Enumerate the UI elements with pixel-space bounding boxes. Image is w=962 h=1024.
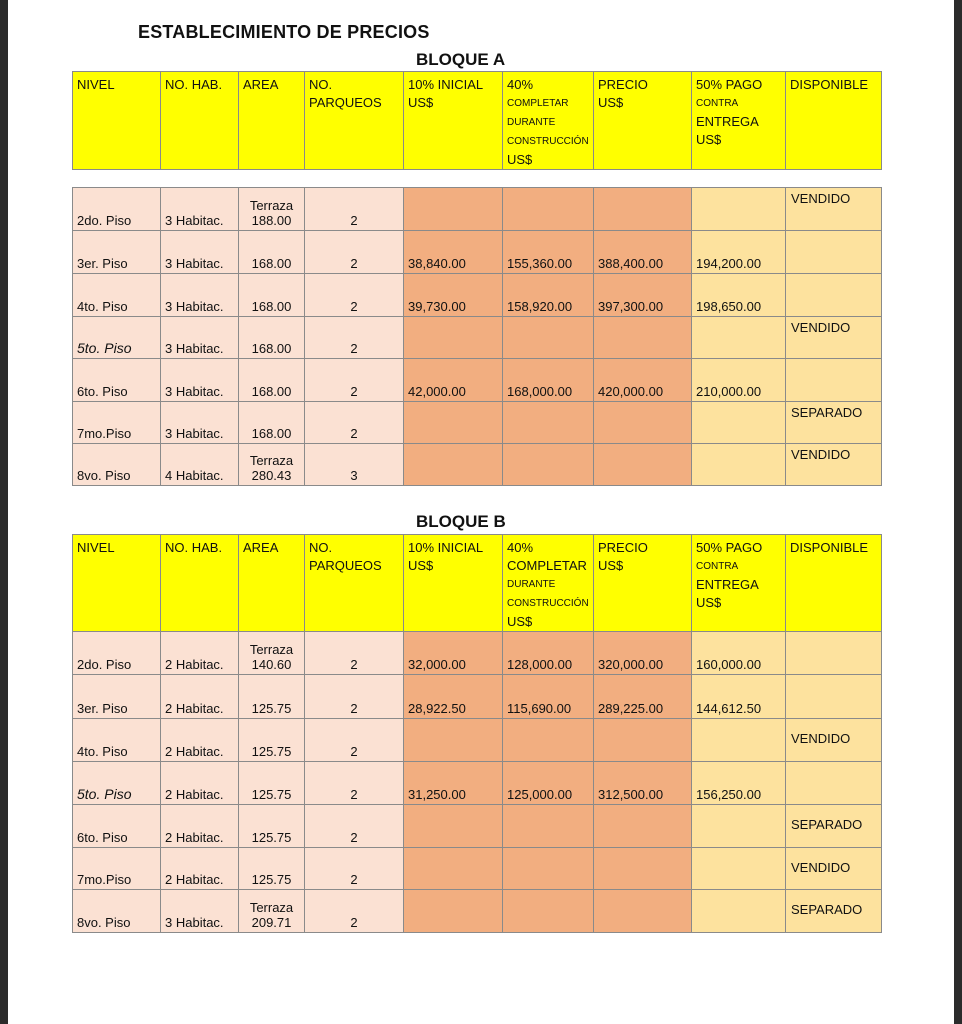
parq-value: 2 bbox=[350, 787, 358, 802]
nivel-cell bbox=[73, 188, 161, 231]
disponible-cell bbox=[786, 805, 882, 848]
nivel-value: 8vo. Piso bbox=[77, 915, 131, 930]
header-disponible: DISPONIBLE bbox=[786, 535, 882, 632]
habitaciones-cell bbox=[161, 632, 239, 675]
disponible-cell bbox=[786, 274, 882, 317]
area-value: 140.60 bbox=[251, 657, 292, 672]
precio-value: 289,225.00 bbox=[598, 701, 664, 716]
inicial-cell bbox=[404, 675, 503, 719]
table-row bbox=[73, 719, 882, 762]
inicial-cell bbox=[404, 317, 503, 359]
header-inicial: 10% INICIAL US$ bbox=[404, 535, 503, 632]
pago-cell bbox=[692, 719, 786, 762]
pago-cell bbox=[692, 188, 786, 231]
nivel-value: 8vo. Piso bbox=[77, 468, 131, 483]
habitaciones-cell bbox=[161, 444, 239, 486]
block-a-table bbox=[72, 187, 882, 486]
hab-value: 2 Habitac. bbox=[165, 787, 224, 802]
parqueos-cell bbox=[305, 632, 404, 675]
parq-value: 2 bbox=[350, 744, 358, 759]
precio-cell bbox=[594, 188, 692, 231]
completar-cell bbox=[503, 762, 594, 805]
area-value: 125.75 bbox=[251, 744, 292, 759]
precio-cell bbox=[594, 675, 692, 719]
area-label bbox=[243, 729, 300, 744]
disponible-cell bbox=[786, 890, 882, 933]
inicial-cell bbox=[404, 402, 503, 444]
inicial-value: 32,000.00 bbox=[408, 657, 466, 672]
inicial-cell bbox=[404, 890, 503, 933]
precio-cell bbox=[594, 890, 692, 933]
area-label: Terraza bbox=[249, 453, 294, 468]
disponible-cell bbox=[786, 231, 882, 274]
table-row bbox=[73, 848, 882, 890]
parqueos-cell bbox=[305, 317, 404, 359]
nivel-cell bbox=[73, 444, 161, 486]
nivel-value: 3er. Piso bbox=[77, 701, 128, 716]
inicial-cell bbox=[404, 805, 503, 848]
inicial-value: 39,730.00 bbox=[408, 299, 466, 314]
completar-cell bbox=[503, 719, 594, 762]
inicial-cell bbox=[404, 231, 503, 274]
disp-value: SEPARADO bbox=[791, 902, 863, 917]
pago-cell bbox=[692, 890, 786, 933]
precio-cell bbox=[594, 444, 692, 486]
nivel-value: 3er. Piso bbox=[77, 256, 128, 271]
area-value: 168.00 bbox=[251, 426, 292, 441]
table-row bbox=[73, 188, 882, 231]
precio-value: 397,300.00 bbox=[598, 299, 664, 314]
block-b-table bbox=[72, 631, 882, 933]
block-a-title: BLOQUE A bbox=[416, 50, 506, 69]
block-b-header-table bbox=[72, 534, 882, 632]
header-disponible: DISPONIBLE bbox=[786, 72, 882, 170]
pago-cell bbox=[692, 675, 786, 719]
parqueos-cell bbox=[305, 274, 404, 317]
block-a-header-row bbox=[73, 72, 882, 170]
precio-value: 420,000.00 bbox=[598, 384, 664, 399]
table-row bbox=[73, 359, 882, 402]
parq-value: 2 bbox=[350, 341, 358, 356]
nivel-cell bbox=[73, 848, 161, 890]
inicial-cell bbox=[404, 848, 503, 890]
disp-value: VENDIDO bbox=[791, 860, 851, 875]
nivel-value: 7mo.Piso bbox=[77, 872, 132, 887]
header-precio: PRECIO US$ bbox=[594, 535, 692, 632]
inicial-value: 31,250.00 bbox=[408, 787, 466, 802]
area-cell bbox=[239, 675, 305, 719]
pago-cell bbox=[692, 632, 786, 675]
table-row bbox=[73, 231, 882, 274]
disp-value: VENDIDO bbox=[791, 191, 851, 206]
area-label: Terraza bbox=[249, 198, 294, 213]
area-label bbox=[243, 772, 300, 787]
nivel-value: 4to. Piso bbox=[77, 299, 128, 314]
header-hab: NO. HAB. bbox=[161, 72, 239, 170]
completar-cell bbox=[503, 805, 594, 848]
area-cell bbox=[239, 188, 305, 231]
area-label bbox=[243, 326, 300, 341]
completar-cell bbox=[503, 317, 594, 359]
completar-value: 155,360.00 bbox=[507, 256, 573, 271]
parqueos-cell bbox=[305, 890, 404, 933]
pago-cell bbox=[692, 359, 786, 402]
inicial-cell bbox=[404, 359, 503, 402]
nivel-value: 2do. Piso bbox=[77, 213, 132, 228]
disponible-cell bbox=[786, 762, 882, 805]
pago-cell bbox=[692, 402, 786, 444]
parq-value: 2 bbox=[350, 657, 358, 672]
nivel-value: 2do. Piso bbox=[77, 657, 132, 672]
precio-value: 320,000.00 bbox=[598, 657, 664, 672]
disponible-cell bbox=[786, 719, 882, 762]
hab-value: 3 Habitac. bbox=[165, 213, 224, 228]
nivel-cell bbox=[73, 402, 161, 444]
completar-cell bbox=[503, 444, 594, 486]
disp-value: SEPARADO bbox=[791, 817, 863, 832]
nivel-cell bbox=[73, 632, 161, 675]
nivel-value: 5to. Piso bbox=[77, 786, 132, 802]
precio-cell bbox=[594, 762, 692, 805]
header-pago: 50% PAGO CONTRA ENTREGA US$ bbox=[692, 535, 786, 632]
habitaciones-cell bbox=[161, 188, 239, 231]
precio-cell bbox=[594, 805, 692, 848]
inicial-cell bbox=[404, 444, 503, 486]
completar-cell bbox=[503, 890, 594, 933]
parqueos-cell bbox=[305, 805, 404, 848]
habitaciones-cell bbox=[161, 317, 239, 359]
document-page bbox=[8, 0, 954, 1024]
completar-value: 128,000.00 bbox=[507, 657, 573, 672]
parq-value: 2 bbox=[350, 426, 358, 441]
parq-value: 2 bbox=[350, 830, 358, 845]
area-cell bbox=[239, 848, 305, 890]
disponible-cell bbox=[786, 848, 882, 890]
habitaciones-cell bbox=[161, 848, 239, 890]
area-cell bbox=[239, 890, 305, 933]
parqueos-cell bbox=[305, 675, 404, 719]
completar-value: 125,000.00 bbox=[507, 787, 573, 802]
pago-value: 160,000.00 bbox=[696, 657, 762, 672]
area-cell bbox=[239, 719, 305, 762]
disponible-cell bbox=[786, 402, 882, 444]
area-value: 168.00 bbox=[251, 256, 292, 271]
parqueos-cell bbox=[305, 188, 404, 231]
block-a-rows bbox=[73, 188, 882, 486]
nivel-value: 5to. Piso bbox=[77, 340, 132, 356]
pago-cell bbox=[692, 274, 786, 317]
completar-cell bbox=[503, 188, 594, 231]
habitaciones-cell bbox=[161, 890, 239, 933]
area-label: Terraza bbox=[249, 900, 294, 915]
area-value: 209.71 bbox=[251, 915, 292, 930]
habitaciones-cell bbox=[161, 805, 239, 848]
header-completar: 40% COMPLETAR DURANTE CONSTRUCCIÓN US$ bbox=[503, 72, 594, 170]
parqueos-cell bbox=[305, 402, 404, 444]
hab-value: 2 Habitac. bbox=[165, 830, 224, 845]
precio-cell bbox=[594, 274, 692, 317]
block-b-header-row bbox=[73, 535, 882, 632]
completar-cell bbox=[503, 402, 594, 444]
parqueos-cell bbox=[305, 359, 404, 402]
disponible-cell bbox=[786, 317, 882, 359]
habitaciones-cell bbox=[161, 675, 239, 719]
completar-cell bbox=[503, 675, 594, 719]
area-value: 168.00 bbox=[251, 384, 292, 399]
area-cell bbox=[239, 762, 305, 805]
completar-cell bbox=[503, 359, 594, 402]
header-completar: 40% COMPLETAR DURANTE CONSTRUCCIÓN US$ bbox=[503, 535, 594, 632]
area-cell bbox=[239, 317, 305, 359]
area-cell bbox=[239, 359, 305, 402]
area-cell bbox=[239, 231, 305, 274]
disponible-cell bbox=[786, 675, 882, 719]
area-value: 125.75 bbox=[251, 787, 292, 802]
header-area: AREA bbox=[239, 535, 305, 632]
hab-value: 2 Habitac. bbox=[165, 872, 224, 887]
parq-value: 2 bbox=[350, 256, 358, 271]
inicial-value: 42,000.00 bbox=[408, 384, 466, 399]
nivel-cell bbox=[73, 359, 161, 402]
area-label bbox=[243, 815, 300, 830]
habitaciones-cell bbox=[161, 762, 239, 805]
nivel-cell bbox=[73, 890, 161, 933]
area-value: 125.75 bbox=[251, 701, 292, 716]
header-nivel: NIVEL bbox=[73, 535, 161, 632]
disponible-cell bbox=[786, 188, 882, 231]
area-label bbox=[243, 284, 300, 299]
precio-value: 388,400.00 bbox=[598, 256, 664, 271]
area-value: 188.00 bbox=[251, 213, 292, 228]
disponible-cell bbox=[786, 359, 882, 402]
precio-cell bbox=[594, 359, 692, 402]
pago-cell bbox=[692, 444, 786, 486]
block-a-header-table bbox=[72, 71, 882, 170]
area-cell bbox=[239, 444, 305, 486]
header-inicial: 10% INICIAL US$ bbox=[404, 72, 503, 170]
pago-cell bbox=[692, 317, 786, 359]
completar-cell bbox=[503, 231, 594, 274]
inicial-cell bbox=[404, 762, 503, 805]
nivel-cell bbox=[73, 719, 161, 762]
parq-value: 2 bbox=[350, 384, 358, 399]
nivel-value: 6to. Piso bbox=[77, 384, 128, 399]
parq-value: 2 bbox=[350, 299, 358, 314]
completar-cell bbox=[503, 632, 594, 675]
completar-cell bbox=[503, 274, 594, 317]
area-value: 280.43 bbox=[251, 468, 292, 483]
precio-cell bbox=[594, 632, 692, 675]
header-pago: 50% PAGO CONTRA ENTREGA US$ bbox=[692, 72, 786, 170]
nivel-value: 7mo.Piso bbox=[77, 426, 132, 441]
inicial-cell bbox=[404, 188, 503, 231]
precio-cell bbox=[594, 231, 692, 274]
precio-value: 312,500.00 bbox=[598, 787, 664, 802]
precio-cell bbox=[594, 317, 692, 359]
nivel-cell bbox=[73, 231, 161, 274]
inicial-cell bbox=[404, 632, 503, 675]
parq-value: 3 bbox=[350, 468, 358, 483]
disp-value: VENDIDO bbox=[791, 320, 851, 335]
nivel-cell bbox=[73, 274, 161, 317]
area-label bbox=[243, 686, 300, 701]
hab-value: 2 Habitac. bbox=[165, 701, 224, 716]
hab-value: 2 Habitac. bbox=[165, 657, 224, 672]
area-value: 168.00 bbox=[251, 341, 292, 356]
table-row bbox=[73, 444, 882, 486]
table-row bbox=[73, 805, 882, 848]
disp-value: VENDIDO bbox=[791, 731, 851, 746]
header-parqueos: NO. PARQUEOS bbox=[305, 72, 404, 170]
table-row bbox=[73, 675, 882, 719]
completar-value: 115,690.00 bbox=[507, 701, 572, 716]
block-b-title: BLOQUE B bbox=[416, 512, 506, 531]
table-row bbox=[73, 274, 882, 317]
inicial-value: 38,840.00 bbox=[408, 256, 466, 271]
parqueos-cell bbox=[305, 762, 404, 805]
header-precio: PRECIO US$ bbox=[594, 72, 692, 170]
pago-value: 194,200.00 bbox=[696, 256, 762, 271]
nivel-cell bbox=[73, 762, 161, 805]
page-title: ESTABLECIMIENTO DE PRECIOS bbox=[138, 22, 430, 42]
pago-cell bbox=[692, 762, 786, 805]
disponible-cell bbox=[786, 444, 882, 486]
nivel-value: 4to. Piso bbox=[77, 744, 128, 759]
parqueos-cell bbox=[305, 848, 404, 890]
nivel-cell bbox=[73, 317, 161, 359]
pago-cell bbox=[692, 805, 786, 848]
hab-value: 3 Habitac. bbox=[165, 426, 224, 441]
header-nivel: NIVEL bbox=[73, 72, 161, 170]
hab-value: 4 Habitac. bbox=[165, 468, 224, 483]
completar-value: 168,000.00 bbox=[507, 384, 573, 399]
header-parqueos: NO. PARQUEOS bbox=[305, 535, 404, 632]
pago-value: 198,650.00 bbox=[696, 299, 762, 314]
nivel-cell bbox=[73, 805, 161, 848]
table-row bbox=[73, 632, 882, 675]
parqueos-cell bbox=[305, 444, 404, 486]
area-label bbox=[243, 411, 300, 426]
parqueos-cell bbox=[305, 231, 404, 274]
habitaciones-cell bbox=[161, 231, 239, 274]
pago-cell bbox=[692, 231, 786, 274]
area-value: 168.00 bbox=[251, 299, 292, 314]
disp-value: SEPARADO bbox=[791, 405, 863, 420]
area-value: 125.75 bbox=[251, 830, 292, 845]
table-row bbox=[73, 317, 882, 359]
table-row bbox=[73, 890, 882, 933]
area-label bbox=[243, 857, 300, 872]
parq-value: 2 bbox=[350, 872, 358, 887]
area-label bbox=[243, 241, 300, 256]
area-cell bbox=[239, 632, 305, 675]
header-hab: NO. HAB. bbox=[161, 535, 239, 632]
area-label: Terraza bbox=[249, 642, 294, 657]
area-value: 125.75 bbox=[251, 872, 292, 887]
pago-value: 144,612.50 bbox=[696, 701, 762, 716]
completar-cell bbox=[503, 848, 594, 890]
hab-value: 3 Habitac. bbox=[165, 256, 224, 271]
area-cell bbox=[239, 402, 305, 444]
hab-value: 3 Habitac. bbox=[165, 915, 224, 930]
hab-value: 2 Habitac. bbox=[165, 744, 224, 759]
parq-value: 2 bbox=[350, 915, 358, 930]
hab-value: 3 Habitac. bbox=[165, 299, 224, 314]
habitaciones-cell bbox=[161, 274, 239, 317]
hab-value: 3 Habitac. bbox=[165, 341, 224, 356]
parqueos-cell bbox=[305, 719, 404, 762]
pago-value: 156,250.00 bbox=[696, 787, 762, 802]
inicial-cell bbox=[404, 719, 503, 762]
parq-value: 2 bbox=[350, 701, 358, 716]
precio-cell bbox=[594, 402, 692, 444]
disp-value: VENDIDO bbox=[791, 447, 851, 462]
habitaciones-cell bbox=[161, 402, 239, 444]
inicial-value: 28,922.50 bbox=[408, 701, 466, 716]
inicial-cell bbox=[404, 274, 503, 317]
parq-value: 2 bbox=[350, 213, 358, 228]
precio-cell bbox=[594, 719, 692, 762]
precio-cell bbox=[594, 848, 692, 890]
block-b-rows bbox=[73, 632, 882, 933]
area-label bbox=[243, 369, 300, 384]
completar-value: 158,920.00 bbox=[507, 299, 573, 314]
hab-value: 3 Habitac. bbox=[165, 384, 224, 399]
area-cell bbox=[239, 274, 305, 317]
nivel-value: 6to. Piso bbox=[77, 830, 128, 845]
table-row bbox=[73, 402, 882, 444]
header-area: AREA bbox=[239, 72, 305, 170]
habitaciones-cell bbox=[161, 359, 239, 402]
habitaciones-cell bbox=[161, 719, 239, 762]
pago-cell bbox=[692, 848, 786, 890]
table-row bbox=[73, 762, 882, 805]
area-cell bbox=[239, 805, 305, 848]
nivel-cell bbox=[73, 675, 161, 719]
disponible-cell bbox=[786, 632, 882, 675]
pago-value: 210,000.00 bbox=[696, 384, 762, 399]
